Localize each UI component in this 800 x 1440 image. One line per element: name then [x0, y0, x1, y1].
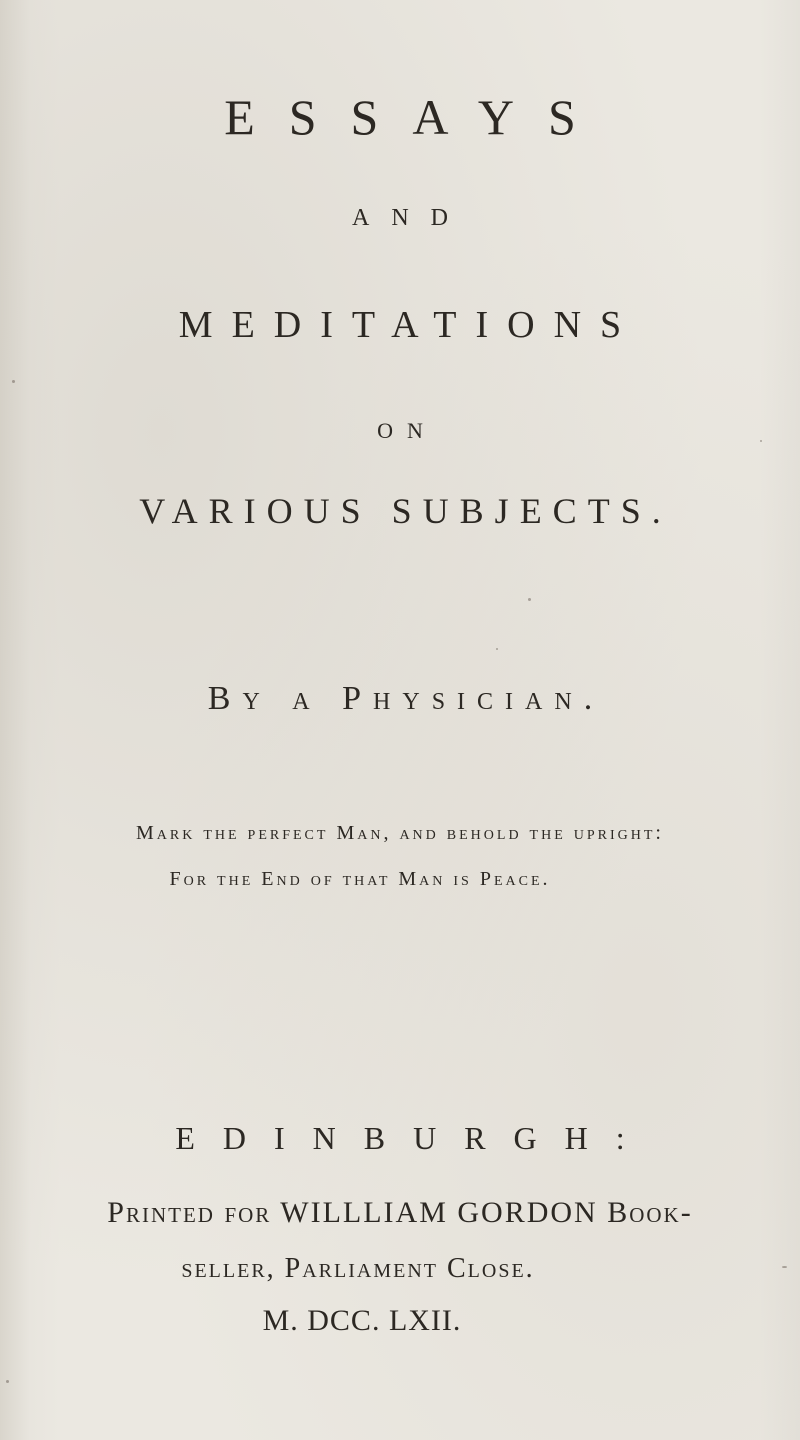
author-byline: By a Physician. [207, 680, 605, 717]
title-on: ON [377, 418, 437, 443]
epigraph-line-2: For the End of that Man is Peace. [169, 868, 551, 890]
paper-speck [760, 440, 762, 442]
epigraph-line-1: Mark the perfect Man, and behold the upright: [135, 822, 664, 844]
paper-speck [12, 380, 15, 383]
imprint-place: EDINBURGH: [175, 1120, 653, 1156]
title-and: AND [352, 205, 470, 231]
imprint-date: M. DCC. LXII. [262, 1304, 462, 1337]
imprint-printer-line-2: seller, Parliament Close. [181, 1253, 535, 1284]
paper-speck [6, 1380, 9, 1383]
title-essays: ESSAYS [224, 89, 610, 145]
paper-speck [528, 598, 531, 601]
imprint-printer-line-1: Printed for WILLLIAM GORDON Book- [107, 1196, 693, 1229]
paper-speck [496, 648, 498, 650]
paper-speck [782, 1266, 787, 1268]
title-various-subjects: VARIOUS SUBJECTS. [139, 491, 672, 531]
title-meditations: MEDITATIONS [178, 304, 641, 346]
